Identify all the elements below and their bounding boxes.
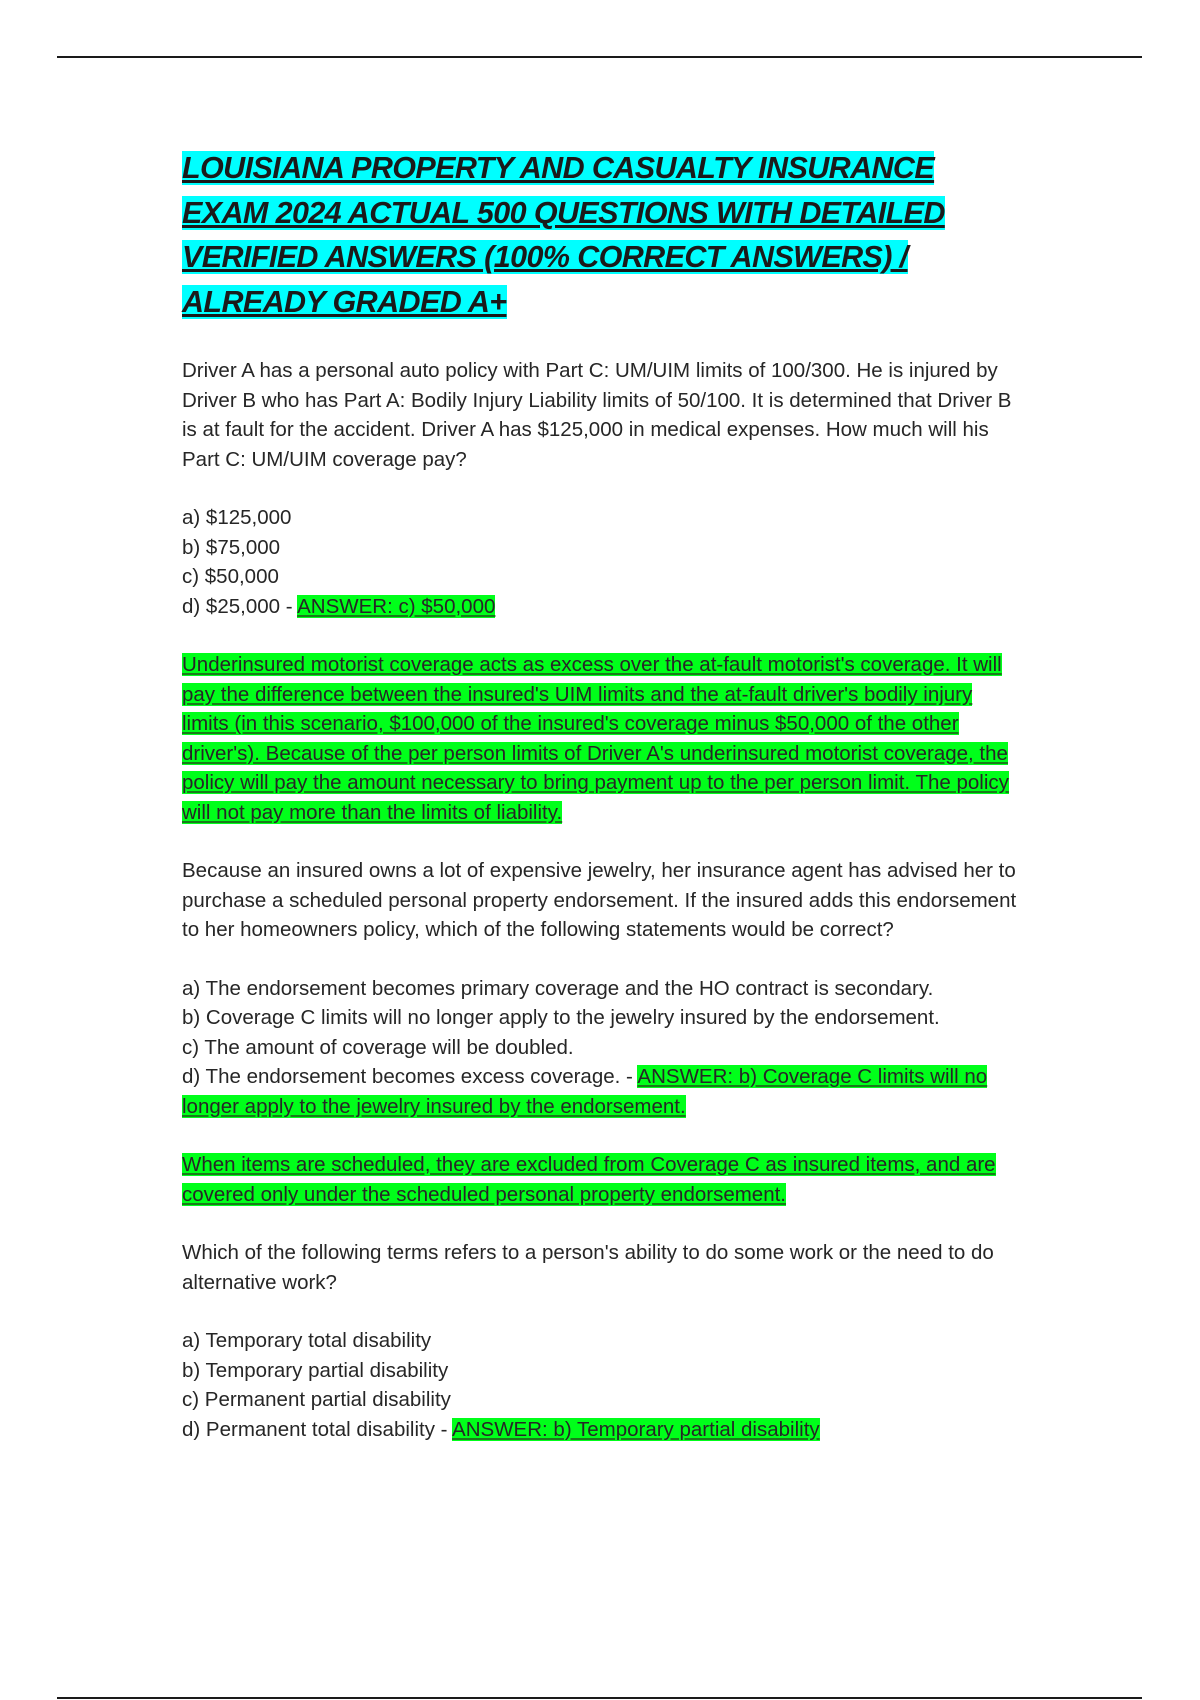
option-d-with-answer: [182, 1415, 1022, 1445]
option-d-with-answer: [182, 592, 1022, 622]
option-d: d) The endorsement becomes excess coverage. -: [182, 1065, 638, 1088]
answer-highlight: ANSWER: c) $50,000: [297, 594, 496, 618]
explanation: [182, 650, 1022, 827]
question-3: [182, 1238, 1022, 1444]
option-d: d) Permanent total disability -: [182, 1417, 453, 1441]
option-a: a) The endorsement becomes primary coverage and the HO contract is secondary.: [182, 976, 934, 1000]
question-1: [182, 356, 1022, 827]
option-b: b) Coverage C limits will no longer apply to the jewelry insured by the endorsement.: [182, 1006, 940, 1029]
footer-rule: [57, 1697, 1142, 1699]
document-body: [182, 146, 1022, 1444]
explanation-highlight: When items are scheduled, they are excluded from Coverage C as insured items, and are covered only under the scheduled personal property endorsement.: [182, 1153, 996, 1206]
answer-highlight: ANSWER: b) Coverage C limits will no longer apply to the jewelry insured by the endorsement.: [182, 1065, 988, 1118]
option-d-with-answer: [182, 1062, 1022, 1121]
question-stem: Driver A has a personal auto policy with Part C: UM/UIM limits of 100/300. He is injured by Driver B who has Part A: Bodily Injury Liability limits of 50/100. It is determined that Driver B is at fault for the accident. Driver A has $125,000 in medical expenses. How much will his Part C: UM/UIM coverage pay?: [182, 359, 1012, 471]
document-title: LOUISIANA PROPERTY AND CASUALTY INSURANCE EXAM 2024 ACTUAL 500 QUESTIONS WITH DETAILED VERIFIED ANSWERS (100% CORRECT ANSWERS) / ALREADY GRADED A+: [182, 151, 945, 319]
explanation-highlight: Underinsured motorist coverage acts as excess over the at-fault motorist's coverage. It will pay the difference between the insured's UIM limits and the at-fault driver's bodily injury limits (in this scenario, $100,000 of the insured's coverage minus $50,000 of the other driver's). Because of the per person limits of Driver A's underinsured motorist coverage, the policy will pay the amount necessary to bring payment up to the per person limit. The policy will not pay more than the limits of liability.: [182, 653, 1009, 824]
question-2: [182, 856, 1022, 1209]
header-rule: [57, 56, 1142, 58]
option-b: b) $75,000: [182, 535, 281, 559]
option-c: c) Permanent partial disability: [182, 1388, 451, 1411]
option-a: a) $125,000: [182, 506, 292, 529]
question-stem: Which of the following terms refers to a person's ability to do some work or the need to do alternative work?: [182, 1241, 994, 1294]
option-b: b) Temporary partial disability: [182, 1358, 449, 1382]
option-c: c) $50,000: [182, 565, 279, 588]
option-d: d) $25,000 -: [182, 594, 298, 618]
answer-highlight: ANSWER: b) Temporary partial disability: [452, 1417, 820, 1441]
option-a: a) Temporary total disability: [182, 1329, 432, 1352]
option-c: c) The amount of coverage will be doubled.: [182, 1035, 574, 1059]
explanation: [182, 1150, 1022, 1209]
question-stem: Because an insured owns a lot of expensive jewelry, her insurance agent has advised her to purchase a scheduled personal property endorsement. If the insured adds this endorsement to her homeowners policy, which of the following statements would be correct?: [182, 859, 1017, 941]
